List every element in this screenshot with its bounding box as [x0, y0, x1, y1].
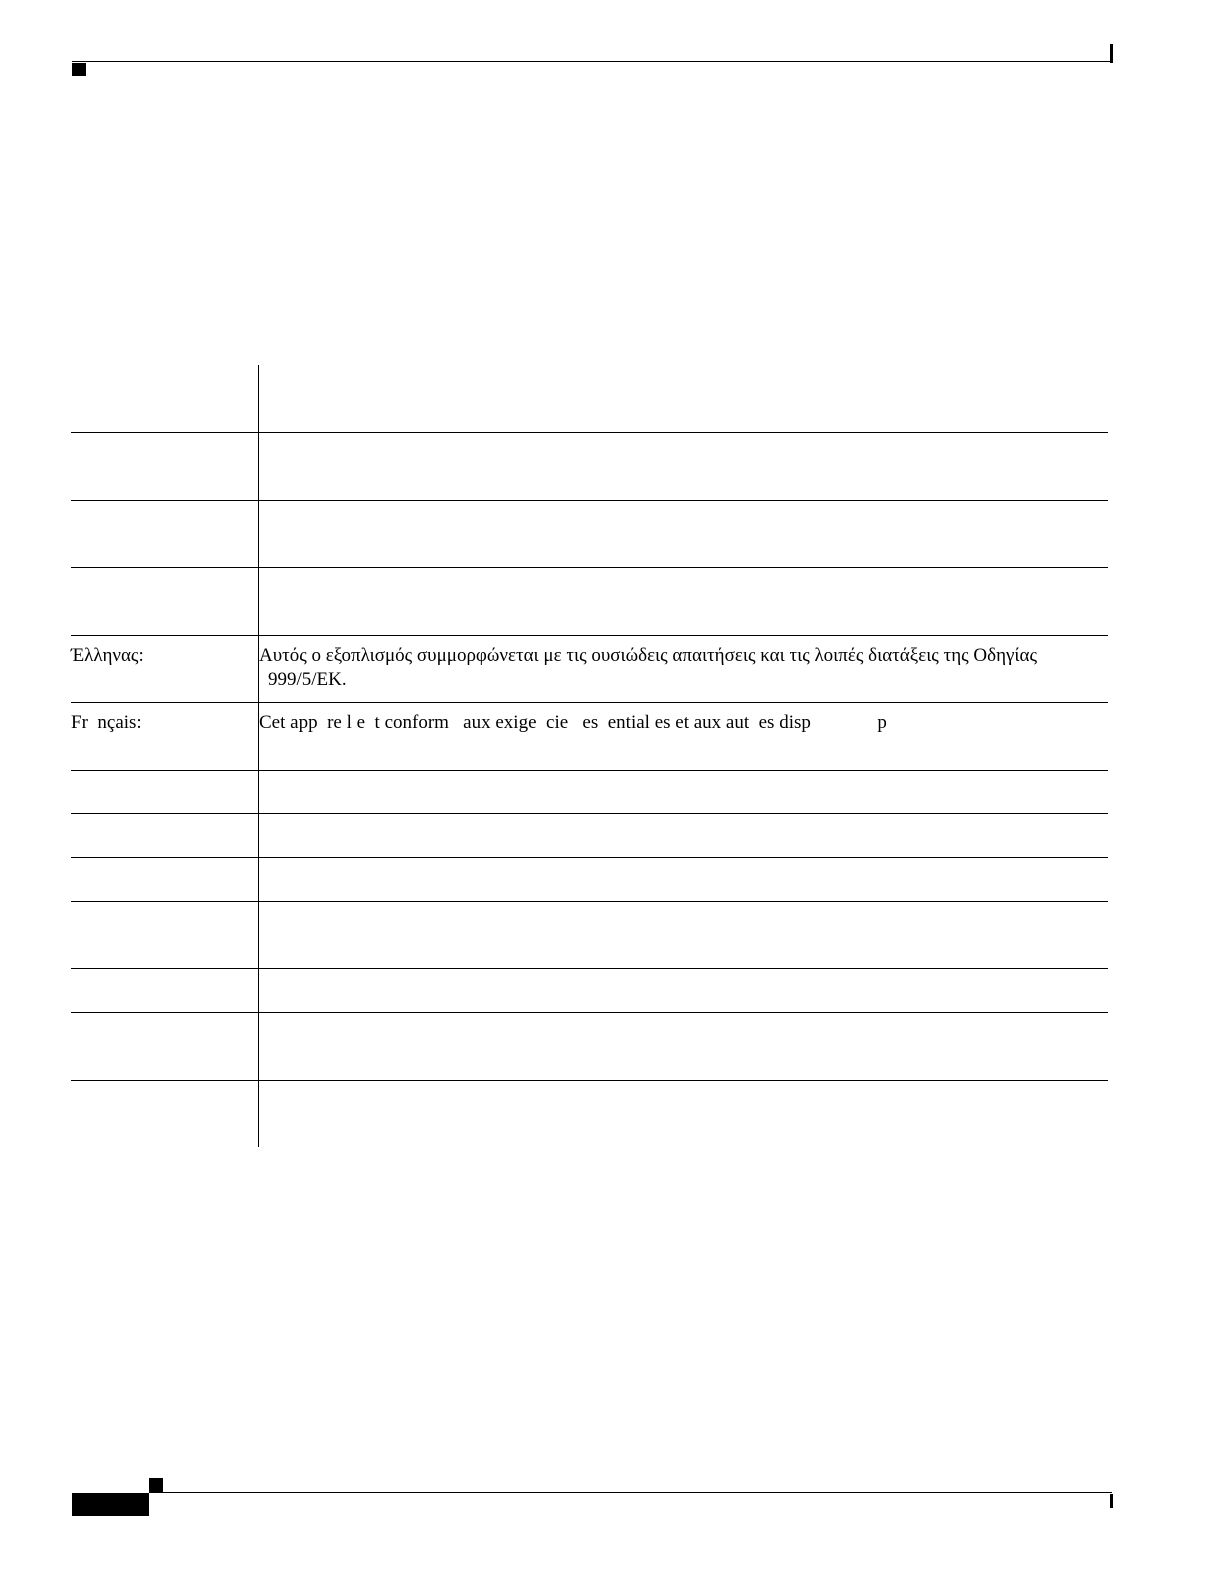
table-row-greek	[71, 635, 1108, 703]
statement-cell	[258, 636, 1108, 703]
language-cell: Έλληνας:	[71, 644, 144, 666]
language-cell: Fr nçais:	[71, 712, 142, 733]
table-row	[71, 1080, 1108, 1148]
statement-cell	[258, 1081, 1108, 1148]
statement-cell	[258, 969, 1108, 1012]
language-cell	[71, 501, 258, 568]
language-cell	[71, 858, 258, 901]
statement-cell	[258, 501, 1108, 568]
header-right-tick	[1110, 44, 1113, 63]
statement-line-1: Αυτός ο εξοπλισμός συμμορφώνεται με τις ουσιώδεις απαιτήσεις και τις λοιπές διατάξεις της Οδηγίας	[259, 644, 1038, 666]
table-row	[71, 432, 1108, 500]
statement-cell	[258, 858, 1108, 901]
table-row	[71, 365, 1108, 432]
table-row	[71, 770, 1108, 814]
language-cell	[71, 771, 258, 814]
table-row	[71, 500, 1108, 568]
table-row	[71, 968, 1108, 1012]
statement-cell	[258, 902, 1108, 969]
statement-cell	[258, 568, 1108, 635]
table-row	[71, 1012, 1108, 1080]
table-row-french	[71, 702, 1108, 770]
language-cell	[71, 433, 258, 500]
table-row	[71, 567, 1108, 635]
statement-line-2: 999/5/ΕΚ.	[268, 668, 347, 690]
statement-cell	[258, 433, 1108, 500]
statement-cell	[258, 1013, 1108, 1080]
language-cell	[71, 365, 258, 432]
footer-block-mark	[72, 1493, 149, 1516]
language-cell	[71, 969, 258, 1012]
declaration-table	[71, 365, 1108, 1147]
language-cell	[71, 814, 258, 857]
language-cell	[71, 1013, 258, 1080]
table-row	[71, 813, 1108, 857]
footer-rule	[149, 1492, 1112, 1493]
header-rule	[72, 61, 1112, 62]
language-cell	[71, 1081, 258, 1148]
statement-cell	[258, 814, 1108, 857]
statement-line-1: Cet app re l e t conform aux exige cie es ential es et aux aut es disp p	[259, 712, 887, 733]
footer-small-mark	[149, 1478, 163, 1492]
language-cell	[71, 568, 258, 635]
statement-cell	[258, 703, 1108, 770]
statement-cell	[258, 365, 1108, 432]
table-row	[71, 901, 1108, 969]
footer-right-tick	[1110, 1494, 1113, 1508]
table-row	[71, 857, 1108, 901]
language-cell	[71, 902, 258, 969]
header-corner-mark	[72, 63, 86, 76]
statement-cell	[258, 771, 1108, 814]
